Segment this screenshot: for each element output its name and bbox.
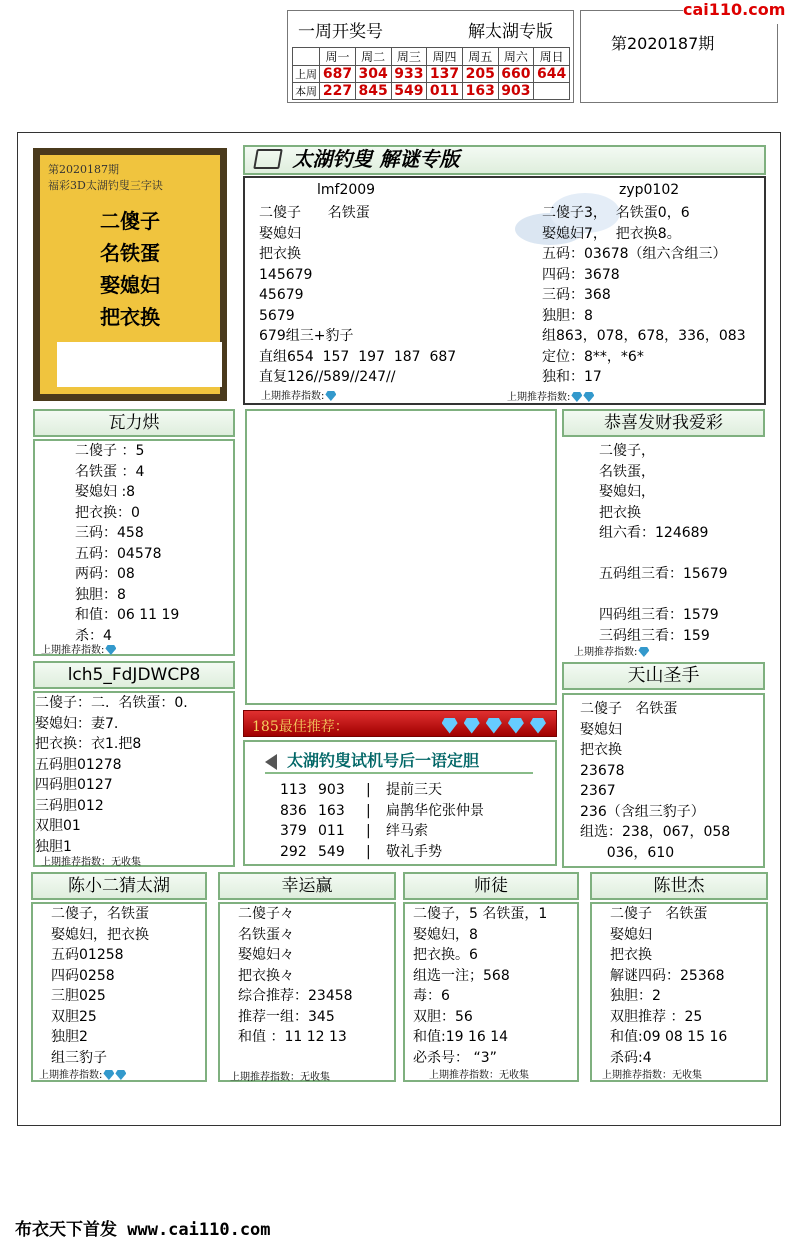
- gongxi-line: 组六看：124689: [599, 525, 709, 541]
- trial-separator: |: [366, 782, 371, 798]
- yellow-line-3: 娶媳妇: [100, 273, 160, 297]
- gongxi-panel: [562, 439, 765, 656]
- trial-number-b: 903: [318, 782, 345, 798]
- lch5-line: 独胆1: [35, 838, 72, 855]
- lmf-line: 娶媳妇: [259, 225, 301, 242]
- wali-panel: [33, 439, 235, 656]
- zyp-line: 娶媳妇7， 把衣换8。: [542, 225, 681, 242]
- zyp-name: zyp0102: [619, 182, 680, 198]
- draw-number: 163: [462, 83, 498, 100]
- chensj-line: 双胆推荐 ：25: [610, 1008, 703, 1025]
- day-header: 周三: [391, 48, 427, 66]
- shitu-line: 组选一注；568: [413, 967, 510, 984]
- trial-row: [280, 780, 484, 801]
- zyp-line: 定位：8**，*6*: [542, 348, 644, 365]
- best-gems: [441, 715, 546, 734]
- chen-line: 组三豹子: [51, 1049, 107, 1066]
- chensj-line: 把衣换: [610, 947, 652, 963]
- shitu-line: 双胆：56: [413, 1008, 473, 1025]
- week-label: 本周: [293, 83, 320, 100]
- shitu-line: 和值:19 16 14: [413, 1029, 509, 1045]
- lmf-line: 679组三+豹子: [259, 328, 354, 344]
- zyp-line: 独胆：8: [542, 307, 593, 324]
- draw-number: 205: [462, 66, 498, 83]
- yellow-line-4: 把衣换: [100, 305, 160, 329]
- day-header: 周五: [462, 48, 498, 66]
- tianshan-line: 036，610: [580, 844, 675, 861]
- diamond-icon: [583, 392, 594, 402]
- xing-line: 和值 ：11 12 13: [238, 1029, 347, 1045]
- zyp-lines: [542, 203, 746, 388]
- bottom-caption: 布衣天下首发 www.cai110.com: [15, 1220, 271, 1240]
- chensj-panel: [590, 902, 768, 1082]
- draw-number: 660: [498, 66, 534, 83]
- tianshan-line: 2367: [580, 783, 616, 799]
- chen-line: 五码01258: [51, 947, 124, 963]
- lch5-panel: [33, 691, 235, 867]
- day-header: 周一: [320, 48, 356, 66]
- chensj-lines: [610, 904, 727, 1068]
- gongxi-line: [599, 544, 728, 565]
- trial-number-b: 163: [318, 802, 345, 819]
- chensj-line: 解谜四码：25368: [610, 967, 725, 984]
- trial-row: [280, 821, 484, 842]
- shitu-line: 毒：6: [413, 988, 450, 1004]
- draw-number: 227: [320, 83, 356, 100]
- wali-line: 独胆：8: [75, 586, 126, 603]
- lch5-lines: [35, 693, 188, 857]
- trial-number-b: 549: [318, 843, 345, 860]
- chensj-footer: 上期推荐指数：无收集: [602, 1070, 702, 1081]
- zyp-line: 独和：17: [542, 369, 602, 385]
- chensj-line: 和值:09 08 15 16: [610, 1029, 728, 1045]
- lmf-line: 145679: [259, 266, 313, 283]
- lmf-line: 45679: [259, 287, 304, 303]
- lch5-line: 三码胆012: [35, 797, 104, 814]
- weekly-draw-table: [292, 47, 570, 100]
- draw-number: 933: [391, 66, 427, 83]
- wali-footer: 上期推荐指数:: [41, 641, 116, 656]
- xing-panel: [218, 902, 396, 1082]
- draw-number: 549: [391, 83, 427, 100]
- xing-line: 把衣换々: [238, 967, 294, 984]
- tianshan-line: 组选：238，067，058: [580, 824, 731, 840]
- chensj-header: 陈世杰: [590, 872, 768, 900]
- chen-panel: [31, 902, 207, 1082]
- xing-line: 二傻子々: [238, 906, 294, 922]
- gongxi-header: 恭喜发财我爱彩: [562, 409, 765, 437]
- chen-line: 娶媳妇，把衣换: [51, 926, 149, 943]
- yellow-card: [33, 148, 227, 401]
- gongxi-line: 名铁蛋，: [599, 463, 655, 480]
- trial-number-a: 379: [280, 823, 307, 839]
- draw-number: 845: [355, 83, 391, 100]
- diamond-icon: [103, 1070, 114, 1080]
- diamond-icon: [530, 718, 546, 734]
- chen-line: 独胆2: [51, 1029, 88, 1045]
- lch5-line: 四码胆0127: [35, 777, 113, 793]
- yellow-line-1: 二傻子: [100, 209, 160, 233]
- chen-header: 陈小二猜太湖: [31, 872, 207, 900]
- wali-line: 和值：06 11 19: [75, 607, 180, 623]
- zyp-line: 组863，078，678，336，083: [542, 328, 746, 344]
- diamond-icon: [115, 1070, 126, 1080]
- lch5-line: 双胆01: [35, 818, 81, 834]
- trial-panel: [243, 740, 557, 866]
- xing-line: 名铁蛋々: [238, 926, 294, 943]
- day-header: 周四: [427, 48, 463, 66]
- trial-number-b: 011: [318, 823, 345, 839]
- tianshan-line: 二傻子 名铁蛋: [580, 701, 678, 717]
- chen-footer: 上期推荐指数:: [39, 1066, 126, 1081]
- trial-hint: 绊马索: [386, 823, 428, 839]
- zyp-line: 二傻子3， 名铁蛋0，6: [542, 205, 690, 221]
- logo-text: cai110.com: [683, 0, 786, 19]
- wali-line: 二傻子 ：5: [75, 443, 145, 459]
- shitu-panel: [403, 902, 579, 1082]
- book-icon: [253, 149, 283, 169]
- xing-line: 娶媳妇々: [238, 947, 294, 963]
- week-label: 上周: [293, 66, 320, 83]
- xing-line: 综合推荐：23458: [238, 988, 353, 1004]
- main-title-bar: [243, 145, 766, 175]
- gongxi-line: 三码组三看：159: [599, 627, 710, 644]
- xing-header: 幸运赢: [218, 872, 396, 900]
- diamond-icon: [486, 718, 502, 734]
- wali-header: 瓦力烘: [33, 409, 235, 437]
- shitu-line: 二傻子，5 名铁蛋，1: [413, 906, 548, 922]
- diamond-icon: [571, 392, 582, 402]
- trial-number-a: 292: [280, 843, 307, 860]
- wali-line: 三码：458: [75, 525, 144, 541]
- lch5-line: 娶媳妇：妻7.: [35, 715, 119, 732]
- wali-line: 两码：08: [75, 566, 135, 582]
- draw-number: [534, 83, 570, 100]
- tianshan-line: 23678: [580, 762, 625, 779]
- wali-line: 杀：4: [75, 627, 112, 644]
- trial-number-a: 113: [280, 782, 307, 798]
- tianshan-line: 236（含组三豹子）: [580, 803, 705, 820]
- trial-hint: 提前三天: [386, 782, 442, 798]
- xing-footer: 上期推荐指数：无收集: [230, 1072, 330, 1083]
- xing-line: 推荐一组：345: [238, 1008, 335, 1025]
- chensj-line: 杀码:4: [610, 1049, 652, 1066]
- chensj-line: 独胆：2: [610, 988, 661, 1004]
- lmf-line: 二傻子 名铁蛋: [259, 205, 370, 221]
- lch5-line: 把衣换：衣1.把8: [35, 736, 142, 752]
- speaker-icon: [265, 754, 277, 770]
- diamond-icon: [464, 718, 480, 734]
- chen-lines: [51, 904, 149, 1068]
- wali-line: 娶媳妇 :8: [75, 484, 136, 500]
- gongxi-line: 四码组三看：1579: [599, 607, 719, 623]
- wali-line: 名铁蛋 ：4: [75, 463, 145, 480]
- gongxi-line: 五码组三看：15679: [599, 566, 728, 582]
- trial-row: [280, 842, 484, 863]
- center-blank-panel: [245, 409, 557, 705]
- zyp-line: 五码：03678（组六含组三）: [542, 246, 727, 262]
- shitu-line: 必杀号： “3”: [413, 1049, 497, 1066]
- yellow-issue: 第2020187期: [48, 163, 119, 176]
- trial-title: 太湖钓叟试机号后一语定胆: [287, 751, 480, 770]
- chensj-line: 娶媳妇: [610, 926, 652, 943]
- trial-separator: |: [366, 823, 371, 839]
- lmf-lines: [259, 203, 456, 388]
- best-recommend-label: 185最佳推荐：: [252, 719, 349, 735]
- lmf-name: lmf2009: [317, 182, 376, 198]
- trial-rows: [280, 780, 484, 862]
- diamond-icon: [508, 718, 524, 734]
- draw-number: 304: [355, 66, 391, 83]
- gongxi-line: 二傻子，: [599, 443, 655, 459]
- chensj-line: 二傻子 名铁蛋: [610, 906, 708, 922]
- lch5-line: 五码胆01278: [35, 756, 122, 773]
- trial-hint: 扁鹊华佗张仲景: [386, 802, 484, 819]
- gongxi-lines: [599, 441, 728, 646]
- weekly-title: 一周开奖号: [298, 22, 383, 42]
- yellow-white-box: [57, 342, 222, 387]
- lmf-line: 把衣换: [259, 246, 301, 262]
- draw-number: 011: [427, 83, 463, 100]
- lmf-zyp-panel: [243, 176, 766, 405]
- shitu-header: 师徒: [403, 872, 579, 900]
- gongxi-line: 娶媳妇，: [599, 484, 655, 500]
- diamond-icon: [105, 645, 116, 655]
- wali-lines: [75, 441, 179, 646]
- banner-title: 解太湖专版: [468, 22, 553, 42]
- chen-line: 双胆25: [51, 1008, 97, 1025]
- lmf-line: 直复126//589//247//: [259, 369, 396, 385]
- draw-number: 137: [427, 66, 463, 83]
- trial-number-a: 836: [280, 802, 307, 819]
- best-recommend-bar: [243, 710, 557, 737]
- trial-separator: |: [366, 843, 371, 860]
- draw-number: 687: [320, 66, 356, 83]
- wali-line: 把衣换：0: [75, 504, 140, 521]
- shitu-lines: [413, 904, 547, 1068]
- day-header: 周二: [355, 48, 391, 66]
- trial-row: [280, 801, 484, 822]
- gongxi-footer: 上期推荐指数:: [574, 643, 649, 658]
- tianshan-line: 娶媳妇: [580, 721, 622, 738]
- lch5-line: 二傻子：二. 名铁蛋：0.: [35, 695, 188, 711]
- shitu-footer: 上期推荐指数：无收集: [429, 1070, 529, 1081]
- tianshan-panel: [562, 693, 765, 868]
- lch5-header: lch5_FdJDWCP8: [33, 661, 235, 689]
- lch5-footer: 上期推荐指数：无收集: [41, 857, 141, 868]
- chen-line: 二傻子，名铁蛋: [51, 906, 149, 922]
- tianshan-line: 把衣换: [580, 742, 622, 758]
- draw-number: 644: [534, 66, 570, 83]
- tianshan-header: 天山圣手: [562, 662, 765, 690]
- trial-underline: [265, 772, 533, 774]
- diamond-icon: [325, 391, 336, 401]
- shitu-line: 娶媳妇，8: [413, 926, 478, 943]
- trial-hint: 敬礼手势: [386, 843, 442, 860]
- draw-number: 903: [498, 83, 534, 100]
- diamond-icon: [442, 718, 458, 734]
- tianshan-lines: [580, 699, 730, 863]
- yellow-subtitle: 福彩3D太湖钓叟三字诀: [48, 179, 163, 192]
- trial-separator: |: [366, 802, 371, 819]
- xing-lines: [238, 904, 353, 1048]
- zyp-line: 四码：3678: [542, 266, 620, 283]
- gongxi-line: 把衣换: [599, 504, 641, 521]
- chen-line: 三胆025: [51, 988, 106, 1004]
- day-header: 周六: [498, 48, 534, 66]
- gongxi-line: [599, 585, 728, 606]
- site-logo: [683, 0, 800, 24]
- lmf-line: 直组654 157 197 187 687: [259, 348, 457, 365]
- weekly-draw-panel: [287, 10, 574, 103]
- zyp-line: 三码：368: [542, 287, 611, 303]
- shitu-line: 把衣换。6: [413, 947, 478, 963]
- lmf-footer: 上期推荐指数:: [261, 387, 336, 402]
- diamond-icon: [638, 647, 649, 657]
- lmf-line: 5679: [259, 307, 295, 324]
- main-title: 太湖钓叟 解谜专版: [292, 147, 460, 171]
- chen-line: 四码0258: [51, 967, 115, 984]
- zyp-footer: 上期推荐指数:: [507, 388, 594, 403]
- wali-line: 五码：04578: [75, 545, 162, 562]
- issue-number: 第2020187期: [611, 34, 715, 53]
- yellow-line-2: 名铁蛋: [100, 241, 160, 265]
- day-header: 周日: [534, 48, 570, 66]
